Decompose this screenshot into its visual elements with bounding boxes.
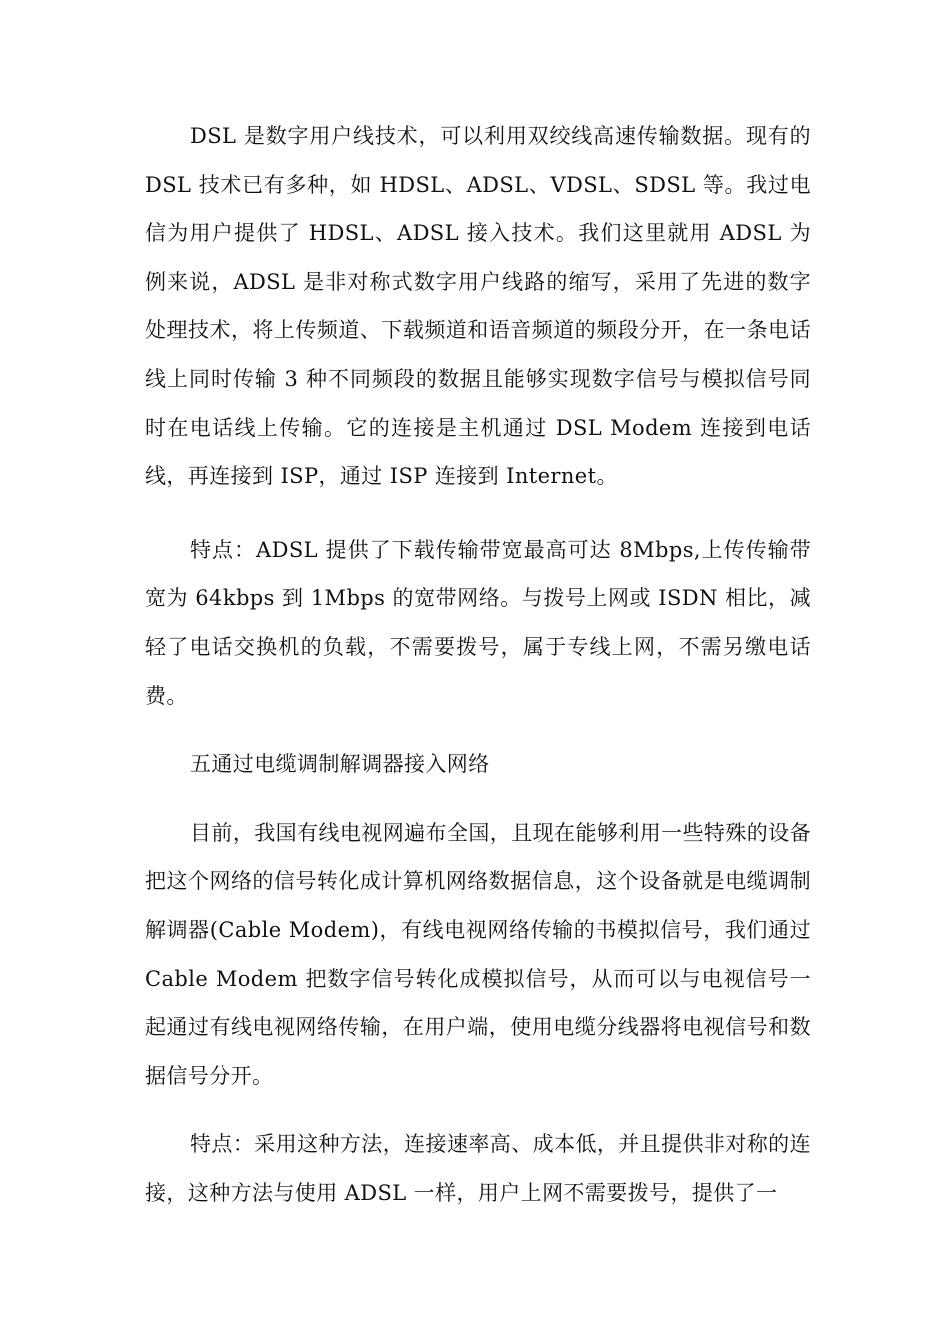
paragraph-dsl-intro: DSL 是数字用户线技术，可以利用双绞线高速传输数据。现有的 DSL 技术已有多种，如 HDSL、ADSL、VDSL、SDSL 等。我过电信为用户提供了 HDSL、ADSL 接入技术。我们这里就用 ADSL 为例来说，ADSL 是非对称式数字用户线路的缩写，采用了先进的数字处理技术，将上传频道、下载频道和语音频道的频段分开，在一条电话线上同时传输 3 种不同频段的数据且能够实现数字信号与模拟信号同时在电话线上传输。它的连接是主机通过 DSL Modem 连接到电话线，再连接到 ISP，通过 ISP 连接到 Internet。 — [145, 124, 811, 489]
paragraph-cable-modem-features: 特点：采用这种方法，连接速率高、成本低，并且提供非对称的连接，这种方法与使用 ADSL 一样，用户上网不需要拨号，提供了一 — [145, 1132, 811, 1205]
paragraph-adsl-features: 特点：ADSL 提供了下载传输带宽最高可达 8Mbps,上传传输带宽为 64kbps 到 1Mbps 的宽带网络。与拨号上网或 ISDN 相比，减轻了电话交换机的负载，不需要拨号，属于专线上网，不需另缴电话费。 — [145, 537, 811, 708]
section-heading-cable-modem: 五通过电缆调制解调器接入网络 — [190, 752, 490, 777]
document-body — [145, 112, 811, 1217]
paragraph-cable-modem-intro: 目前，我国有线电视网遍布全国，且现在能够利用一些特殊的设备把这个网络的信号转化成计算机网络数据信息，这个设备就是电缆调制解调器(Cable Modem)，有线电视网络传输的书模拟信号，我们通过 Cable Modem 把数字信号转化成模拟信号，从而可以与电视信号一起通过有线电视网络传输，在用户端，使用电缆分线器将电视信号和数据信号分开。 — [145, 820, 811, 1088]
